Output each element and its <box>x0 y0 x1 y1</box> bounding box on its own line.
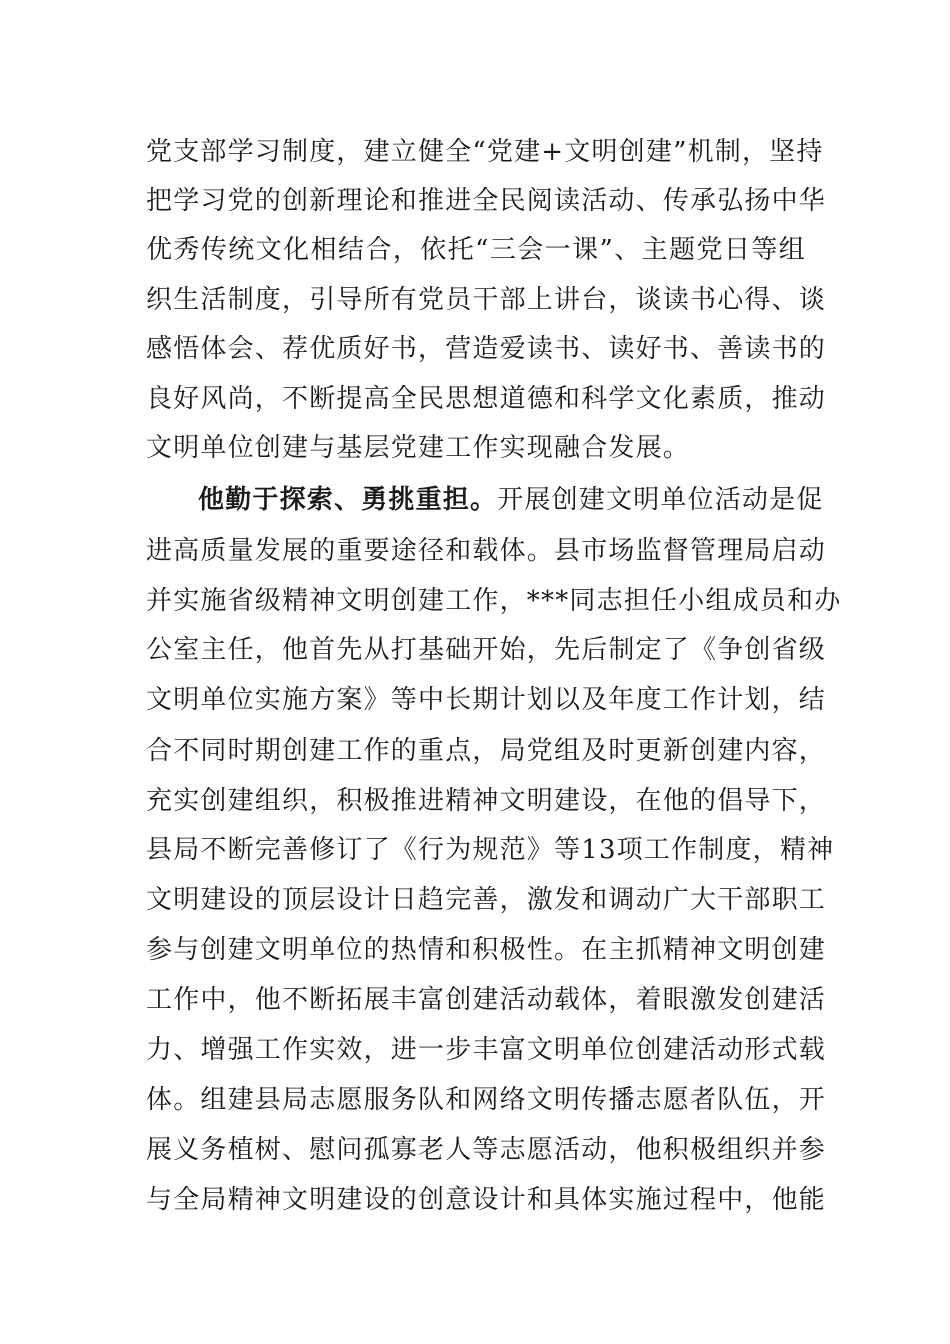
paragraph-first-line <box>198 484 824 516</box>
text-line: 与全局精神文明建设的创意设计和具体实施过程中，他能 <box>146 1185 827 1215</box>
text-line: 并实施省级精神文明创建工作，***同志担任小组成员和办 <box>146 586 842 616</box>
text-line: 参与创建文明单位的热情和积极性。在主抓精神文明创建 <box>146 935 827 965</box>
text-line: 力、增强工作实效，进一步丰富文明单位创建活动形式载 <box>146 1035 827 1065</box>
paragraph-first-line-text: 开展创建文明单位活动是促 <box>497 485 824 515</box>
text-line: 工作中，他不断拓展丰富创建活动载体，着眼激发创建活 <box>146 985 827 1015</box>
text-line: 县局不断完善修订了《行为规范》等13项工作制度，精神 <box>146 835 835 865</box>
text-line: 把学习党的创新理论和推进全民阅读活动、传承弘扬中华 <box>146 186 827 216</box>
text-line: 公室主任，他首先从打基础开始，先后制定了《争创省级 <box>146 635 827 665</box>
text-line: 展义务植树、慰问孤寡老人等志愿活动，他积极组织并参 <box>146 1135 827 1165</box>
paragraph-lead: 他勤于探索、勇挑重担。 <box>198 485 498 515</box>
text-line: 进高质量发展的重要途径和载体。县市场监督管理局启动 <box>146 536 827 566</box>
text-line: 优秀传统文化相结合，依托“三会一课”、主题党日等组 <box>146 235 806 265</box>
text-line: 党支部学习制度，建立健全“党建+文明创建”机制，坚持 <box>146 137 824 167</box>
text-line: 合不同时期创建工作的重点，局党组及时更新创建内容， <box>146 736 827 766</box>
text-line: 文明单位创建与基层党建工作实现融合发展。 <box>146 433 691 463</box>
text-line: 良好风尚，不断提高全民思想道德和科学文化素质，推动 <box>146 384 827 414</box>
text-line: 文明单位实施方案》等中长期计划以及年度工作计划，结 <box>146 685 827 715</box>
text-line: 感悟体会、荐优质好书，营造爱读书、读好书、善读书的 <box>146 334 827 364</box>
text-line: 体。组建县局志愿服务队和网络文明传播志愿者队伍，开 <box>146 1085 827 1115</box>
text-line: 文明建设的顶层设计日趋完善，激发和调动广大干部职工 <box>146 885 827 915</box>
text-line: 充实创建组织，积极推进精神文明建设，在他的倡导下， <box>146 786 827 816</box>
text-line: 织生活制度，引导所有党员干部上讲台，谈读书心得、谈 <box>146 285 827 315</box>
